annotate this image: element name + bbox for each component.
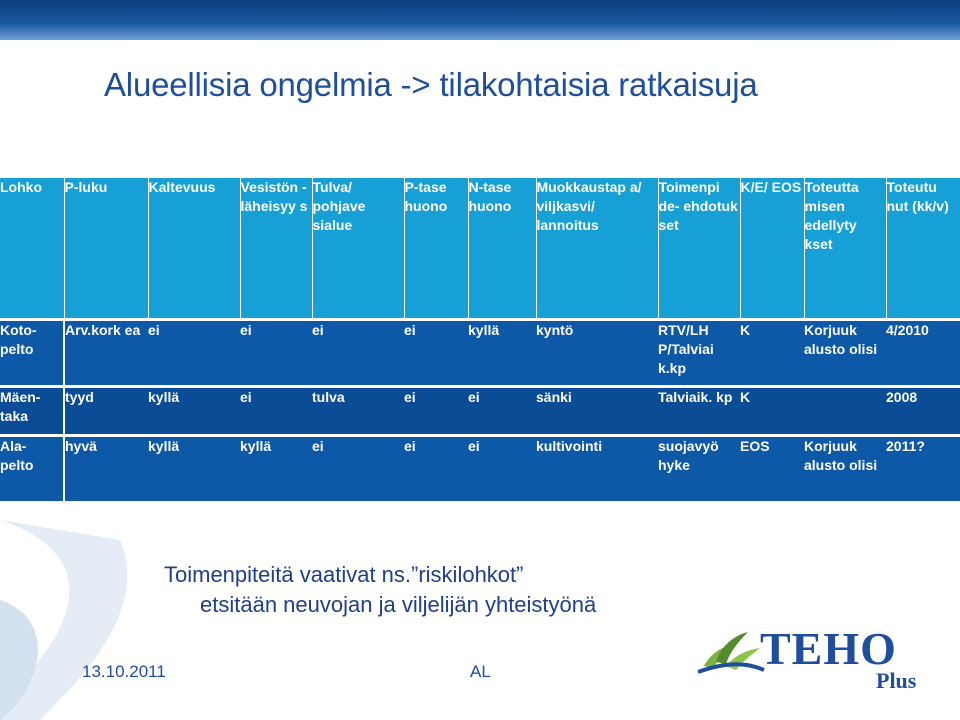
header-p-luku: P-luku xyxy=(64,178,148,318)
footer-line-1: Toimenpiteitä vaativat ns.”riskilohkot” xyxy=(164,562,524,587)
cell-p-luku: Arv.kork ea xyxy=(64,321,148,385)
cell-tulva: tulva xyxy=(312,388,404,434)
cell-p-tase: ei xyxy=(404,437,468,501)
cell-tulva: ei xyxy=(312,437,404,501)
cell-n-tase: kyllä xyxy=(468,321,536,385)
footer-line-2: etsitään neuvojan ja viljelijän yhteistyönä xyxy=(200,592,597,617)
cell-lohko: Mäen- taka xyxy=(0,388,64,434)
cell-edellytykset xyxy=(804,388,886,434)
logo-sub-text: Plus xyxy=(876,668,917,693)
cell-toteutunut: 2011? xyxy=(886,437,960,501)
cell-keeos: EOS xyxy=(740,437,804,501)
table-row xyxy=(0,388,960,434)
cell-keeos: K xyxy=(740,321,804,385)
cell-tulva: ei xyxy=(312,321,404,385)
header-kaltevuus: Kaltevuus xyxy=(148,178,240,318)
header-keeos: K/E/ EOS xyxy=(740,178,804,318)
teho-plus-logo xyxy=(696,620,936,702)
cell-toimenpide: Talviaik. kp xyxy=(658,388,740,434)
cell-kaltevuus: kyllä xyxy=(148,388,240,434)
cell-kaltevuus: ei xyxy=(148,321,240,385)
cell-p-luku: hyvä xyxy=(64,437,148,501)
header-lohko: Lohko xyxy=(0,178,64,318)
header-toteutunut: Toteutu nut (kk/v) xyxy=(886,178,960,318)
slide-date: 13.10.2011 xyxy=(82,662,166,681)
logo-main-text: TEHO xyxy=(760,623,897,674)
header-vesisto: Vesistön - läheisyy s xyxy=(240,178,312,318)
header-p-tase: P-tase huono xyxy=(404,178,468,318)
table-header-row xyxy=(0,178,960,318)
cell-n-tase: ei xyxy=(468,388,536,434)
header-n-tase: N-tase huono xyxy=(468,178,536,318)
cell-toteutunut: 4/2010 xyxy=(886,321,960,385)
cell-vesisto: ei xyxy=(240,321,312,385)
cell-toimenpide: suojavyö hyke xyxy=(658,437,740,501)
cell-keeos: K xyxy=(740,388,804,434)
leaf-icon xyxy=(696,626,766,676)
cell-p-luku: tyyd xyxy=(64,388,148,434)
cell-n-tase: ei xyxy=(468,437,536,501)
header-tulva: Tulva/ pohjave sialue xyxy=(312,178,404,318)
cell-vesisto: kyllä xyxy=(240,437,312,501)
page-title: Alueellisia ongelmia -> tilakohtaisia ratkaisuja xyxy=(104,66,758,103)
cell-toteutunut: 2008 xyxy=(886,388,960,434)
table-row xyxy=(0,437,960,501)
table-row xyxy=(0,321,960,385)
cell-p-tase: ei xyxy=(404,321,468,385)
cell-vesisto: ei xyxy=(240,388,312,434)
cell-toimenpide: RTV/LH P/Talviai k.kp xyxy=(658,321,740,385)
footer-note xyxy=(164,560,596,620)
header-edellytykset: Toteutta misen edellyty kset xyxy=(804,178,886,318)
cell-edellytykset: Korjuuk alusto olisi xyxy=(804,321,886,385)
cell-p-tase: ei xyxy=(404,388,468,434)
cell-edellytykset: Korjuuk alusto olisi xyxy=(804,437,886,501)
cell-kaltevuus: kyllä xyxy=(148,437,240,501)
header-muokkaus: Muokkaustap a/ viljkasvi/ lannoitus xyxy=(536,178,658,318)
slide-author: AL xyxy=(470,662,491,681)
cell-muokkaus: kultivointi xyxy=(536,437,658,501)
cell-muokkaus: kyntö xyxy=(536,321,658,385)
cell-lohko: Koto- pelto xyxy=(0,321,64,385)
cell-lohko: Ala- pelto xyxy=(0,437,64,501)
cell-muokkaus: sänki xyxy=(536,388,658,434)
header-toimenpide: Toimenpi de- ehdotuk set xyxy=(658,178,740,318)
risk-table xyxy=(0,178,960,501)
